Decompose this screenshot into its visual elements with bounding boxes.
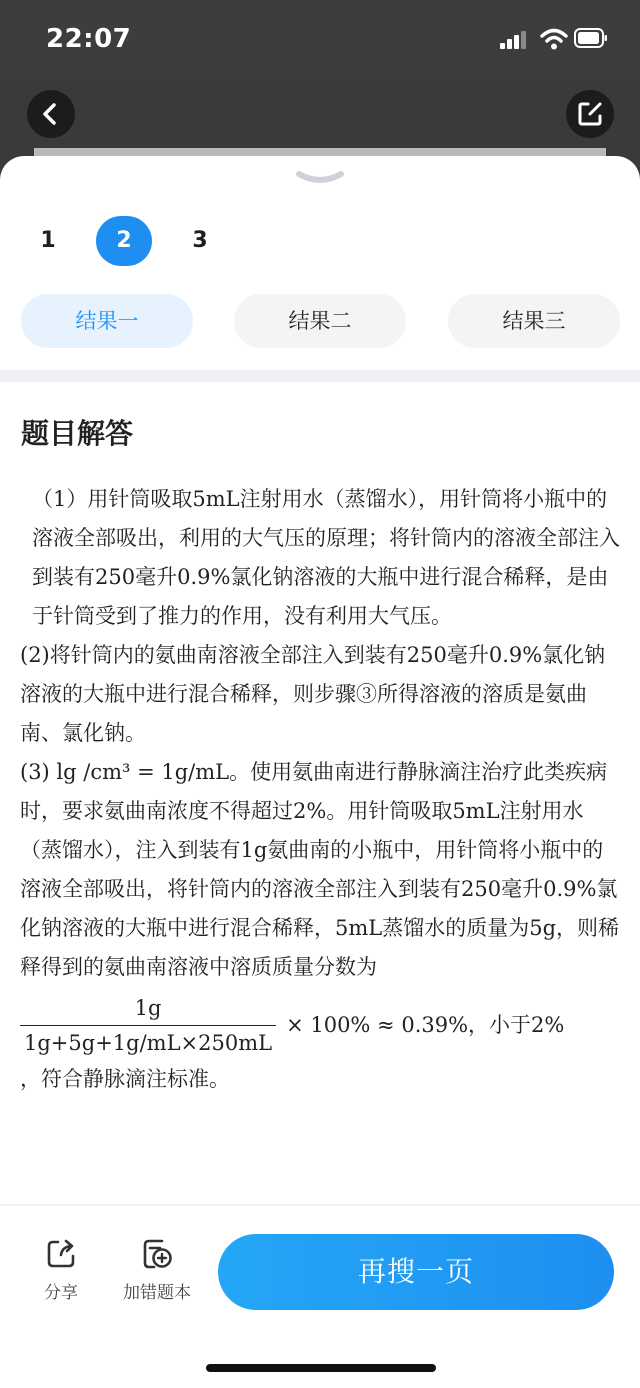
status-time: 22:07 <box>46 24 132 54</box>
formula <box>20 991 624 1060</box>
collapse-handle-icon[interactable] <box>296 168 344 188</box>
answer-part-4: ，符合静脉滴注标准。 <box>20 1067 230 1091</box>
section-divider <box>0 370 640 382</box>
page-tab-1[interactable]: 1 <box>40 228 56 253</box>
search-again-button[interactable]: 再搜一页 <box>218 1234 614 1310</box>
share-label: 分享 <box>44 1283 78 1303</box>
home-indicator <box>206 1364 436 1372</box>
answer-part-3: (3) lg /cm³ = 1g/mL。使用氨曲南进行静脉滴注治疗此类疾病时，要求氨曲南浓度不得超过2%。用针筒吸取5mL注射用水（蒸馏水），注入到装有1g氨曲南的小瓶中，用针筒将小瓶中的溶液全部吸出，将针筒内的溶液全部注入到装有250毫升0.9%氯化钠溶液的大瓶中进行混合稀释，5mL蒸馏水的质量为5g，则稀释得到的氨曲南溶液中溶质质量分数为 <box>20 760 620 979</box>
page-tab-2[interactable]: 2 <box>96 216 152 266</box>
back-button[interactable] <box>27 90 75 138</box>
share-button[interactable] <box>36 1236 86 1303</box>
share-icon <box>44 1236 78 1270</box>
formula-result: × 100% ≈ 0.39%，小于2% <box>286 1013 565 1037</box>
add-notebook-icon <box>140 1236 174 1270</box>
chevron-left-icon <box>27 90 75 138</box>
fraction <box>20 991 276 1060</box>
result-tab-2[interactable]: 结果二 <box>234 294 406 348</box>
add-mistake-book-label: 加错题本 <box>123 1283 191 1303</box>
answer-part-2: (2)将针筒内的氨曲南溶液全部注入到装有250毫升0.9%氯化钠溶液的大瓶中进行混合稀释，则步骤③所得溶液的溶质是氨曲南、氯化钠。 <box>20 643 606 745</box>
edit-button[interactable] <box>566 90 614 138</box>
edit-icon <box>566 90 614 138</box>
fraction-numerator: 1g <box>134 996 162 1020</box>
cellular-signal-icon <box>500 31 528 49</box>
page-tab-3[interactable]: 3 <box>192 228 208 253</box>
answer-part-1: （1）用针筒吸取5mL注射用水（蒸馏水），用针筒将小瓶中的溶液全部吸出，利用的大气压的原理；将针筒内的溶液全部注入到装有250毫升0.9%氯化钠溶液的大瓶中进行混合稀释，是由于针筒受到了推力的作用，没有利用大气压。 <box>32 487 620 628</box>
result-tab-3[interactable]: 结果三 <box>448 294 620 348</box>
section-title: 题目解答 <box>21 417 134 450</box>
wifi-icon <box>540 28 568 50</box>
battery-icon <box>574 28 608 48</box>
result-tab-1[interactable]: 结果一 <box>21 294 193 348</box>
status-bar <box>0 0 640 80</box>
fraction-denominator: 1g+5g+1g/mL×250mL <box>20 1025 276 1060</box>
answer-body <box>20 480 624 1099</box>
add-mistake-book-button[interactable] <box>120 1236 194 1303</box>
